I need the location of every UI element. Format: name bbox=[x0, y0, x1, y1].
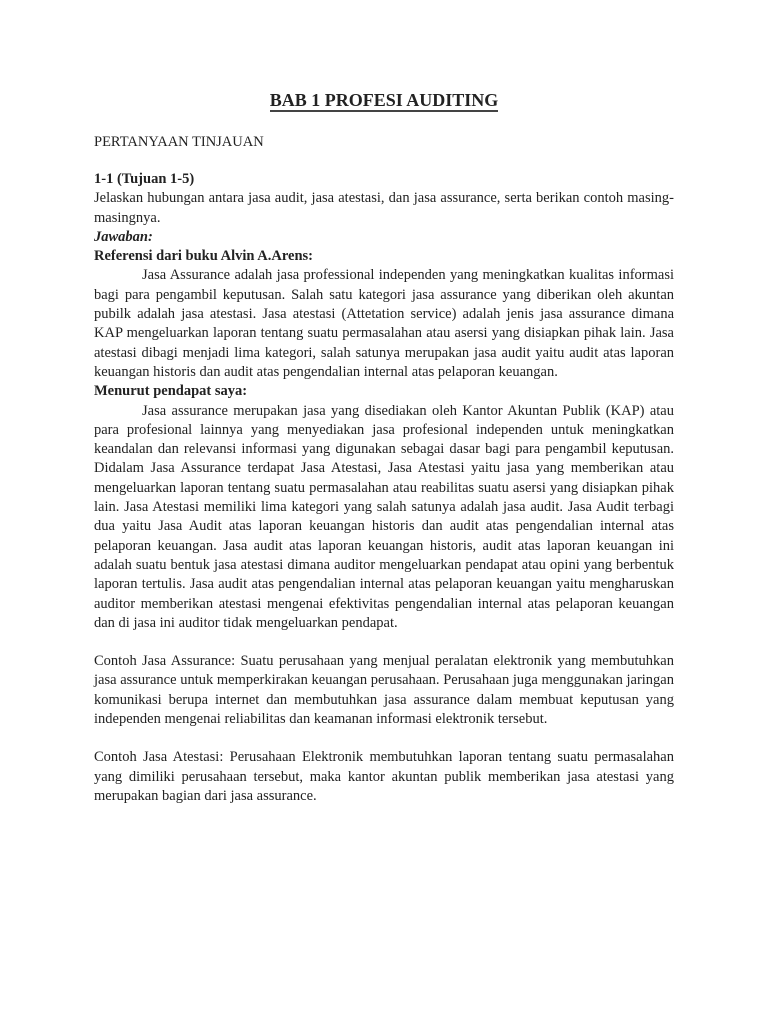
example-assurance-paragraph: Contoh Jasa Assurance: Suatu perusahaan yang menjual peralatan elektronik yang membutuhkan jasa assurance untuk memperkirakan keuangan perusahaan. Perusahaan juga menggunakan jaringan komunikasi berupa internet dan membutuhkan jasa assurance dalam membuat keputusan yang independen mengenai reliabilitas dan keamanan informasi elektronik tersebut. bbox=[94, 653, 674, 728]
answer-label: Jawaban: bbox=[94, 228, 153, 245]
question-number: 1-1 (Tujuan 1-5) bbox=[94, 171, 195, 187]
document-title bbox=[94, 0, 674, 112]
opinion-label: Menurut pendapat saya: bbox=[94, 383, 248, 400]
reference-paragraph: Jasa Assurance adalah jasa professional independen yang meningkatkan kualitas informasi bagi para pengambil keputusan. Salah satu kategori jasa assurance yang diberikan oleh akuntan pubilk adalah jasa atestasi. Jasa atestasi (Attetation service) adalah jenis jasa assurance dimana KAP mengeluarkan laporan tentang suatu permasalahan atau asersi yang disiapkan pihak lain. Jasa atestasi dibagi menjadi lima kategori, salah satunya merupakan jasa audit yaitu audit atas laporan keuangan historis dan audit atas pengendalian internal atas pelaporan keuangan. bbox=[94, 267, 674, 380]
reference-label: Referensi dari buku Alvin A.Arens: bbox=[94, 248, 314, 265]
section-heading: PERTANYAAN TINJAUAN bbox=[94, 134, 264, 150]
question-text: Jelaskan hubungan antara jasa audit, jasa atestasi, dan jasa assurance, serta berikan contoh masing-masingnya. bbox=[94, 190, 674, 226]
opinion-paragraph: Jasa assurance merupakan jasa yang disediakan oleh Kantor Akuntan Publik (KAP) atau para profesional lainnya yang menyediakan jasa profesional independen untuk meningkatkan keandalan dan relevansi informasi yang digunakan sebagai dasar bagi para pengambil keputusan. Didalam Jasa Assurance terdapat Jasa Atestasi, Jasa Atestasi yaitu jasa yang memberikan atau mengeluarkan laporan tentang suatu permasalahan atau reabilitas suatu asersi yang disiapkan pihak lain. Jasa Atestasi memiliki lima kategori yang salah satunya adalah jasa audit. Jasa Audit terbagi dua yaitu Jasa Audit atas laporan keuangan historis dan audit atas pengendalian internal atas pelaporan keuangan. Jasa audit atas laporan keuangan historis, audit atas laporan keuangan ini adalah suatu bentuk jasa atestasi dimana auditor mengeluarkan pendapat atau opini yang berbentuk laporan tertulis. Jasa audit atas pengendalian internal atas pelaporan keuangan yaitu mengharuskan auditor memberikan atestasi mengenai efektivitas pengendalian internal atas pelaporan keuangan dan di jasa ini auditor tidak mengeluarkan pendapat. bbox=[94, 402, 674, 631]
example-attestation-paragraph: Contoh Jasa Atestasi: Perusahaan Elektronik membutuhkan laporan tentang suatu permasalahan yang dimiliki perusahaan tersebut, maka kantor akuntan publik memberikan jasa atestasi yang merupakan bagian dari jasa assurance. bbox=[94, 749, 674, 804]
document-title-text: BAB 1 PROFESI AUDITING bbox=[269, 90, 499, 110]
